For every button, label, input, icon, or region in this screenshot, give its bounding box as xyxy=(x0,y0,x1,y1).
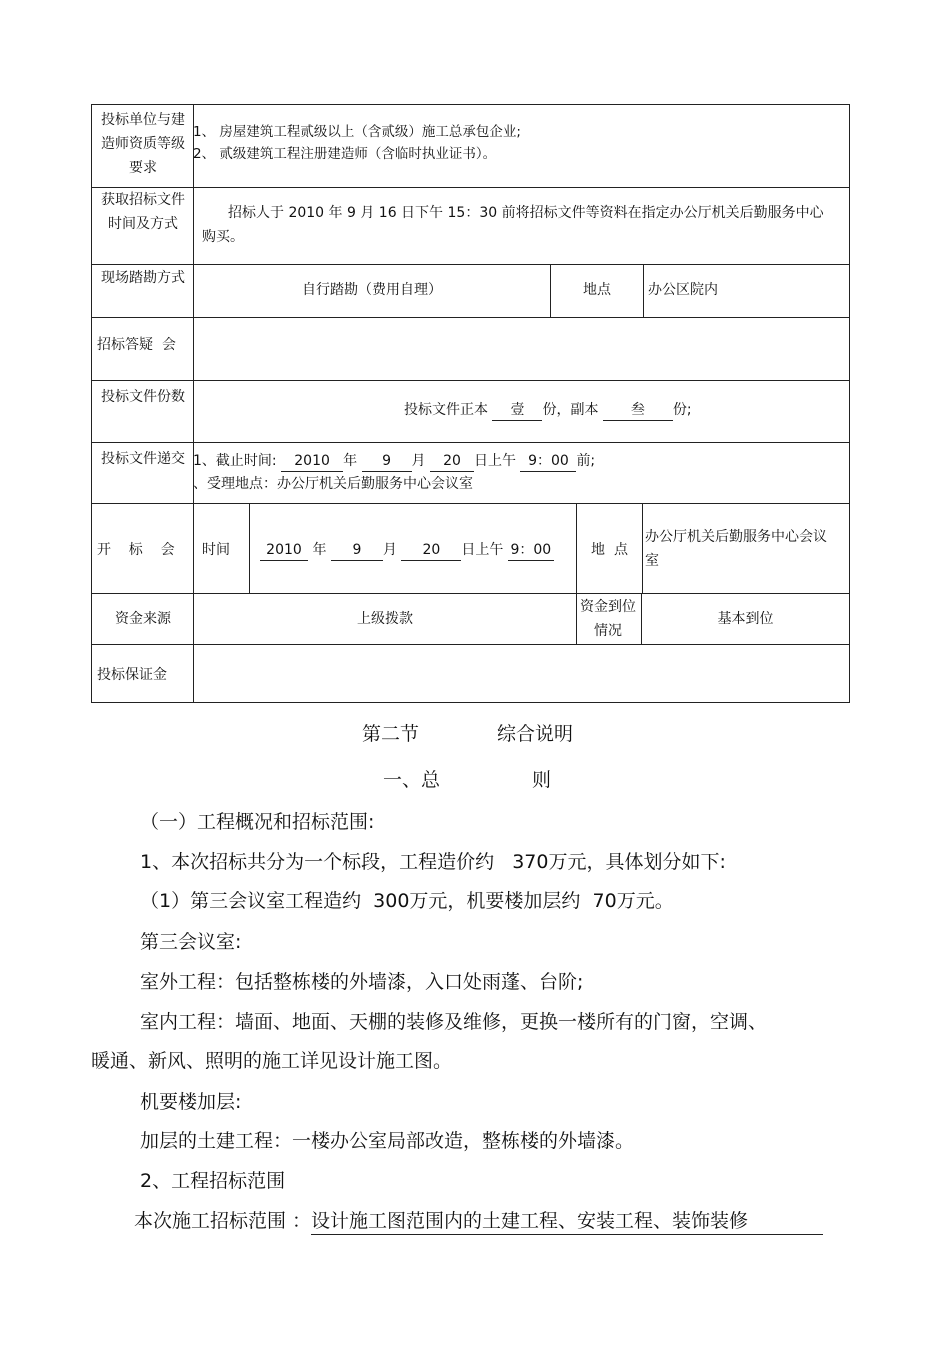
deadline-prefix: 1、截止时间: xyxy=(193,453,277,469)
site-visit-location: 办公区院内 xyxy=(648,282,718,298)
column-divider xyxy=(643,264,644,317)
bid-opening-location: 办公厅机关后勤服务中心会议室 xyxy=(645,529,827,569)
opening-day-unit: 日上午 xyxy=(461,542,504,558)
opening-year: 2010 xyxy=(260,540,308,561)
copy-count: 叁 xyxy=(603,400,673,421)
label-qa-meeting: 招标答疑 会 xyxy=(97,337,176,353)
bid-opening-location-label: 地 点 xyxy=(591,542,628,558)
site-visit-location-label: 地点 xyxy=(583,282,611,298)
paragraph-added-floor: 机要楼加层: xyxy=(140,1091,242,1113)
deadline-month-unit: 月 xyxy=(411,453,426,469)
paragraph-meeting-room: 第三会议室: xyxy=(140,931,242,953)
opening-month-unit: 月 xyxy=(382,542,397,558)
tender-scope-prefix: 本次施工招标范围 ： xyxy=(134,1210,312,1232)
paragraph-added-floor-works: 加层的土建工程：一楼办公室局部改造，整栋楼的外墙漆。 xyxy=(140,1130,635,1152)
label-funding-source: 资金来源 xyxy=(115,611,171,627)
copies-prefix: 投标文件正本 xyxy=(404,402,488,418)
column-divider xyxy=(576,593,577,644)
submission-location: 、受理地点：办公厅机关后勤服务中心会议室 xyxy=(193,476,473,492)
deadline-suffix: 前; xyxy=(576,453,596,469)
row-divider xyxy=(92,380,849,381)
deadline-year-unit: 年 xyxy=(343,453,358,469)
qualification-line-1: 1、 房屋建筑工程贰级以上（含贰级）施工总承包企业; xyxy=(193,124,521,140)
row-divider xyxy=(92,317,849,318)
deadline-month: 9 xyxy=(362,451,412,472)
deadline-time: 9：00 xyxy=(520,451,576,472)
label-qualification: 投标单位与建造师资质等级要求 xyxy=(101,112,185,176)
submission-deadline xyxy=(193,449,595,473)
column-divider xyxy=(642,503,643,593)
label-bid-bond: 投标保证金 xyxy=(97,667,167,683)
label-bid-opening: 开 标 会 xyxy=(97,542,175,558)
paragraph-overview-heading: （一）工程概况和招标范围: xyxy=(140,811,375,833)
document-copies xyxy=(404,398,692,422)
opening-year-unit: 年 xyxy=(312,542,327,558)
label-site-visit: 现场踏勘方式 xyxy=(101,270,185,286)
row-divider xyxy=(92,187,849,188)
label-document-copies: 投标文件份数 xyxy=(101,389,185,405)
paragraph-interior-works-1: 室内工程：墙面、地面、天棚的装修及维修，更换一楼所有的门窗，空调、 xyxy=(140,1011,768,1033)
qualification-line-2: 2、 贰级建筑工程注册建造师（含临时执业证书）。 xyxy=(193,146,497,162)
heading-general-prefix: 一、总 xyxy=(383,769,441,791)
row-divider xyxy=(92,644,849,645)
funding-status-label: 资金到位情况 xyxy=(580,599,636,639)
paragraph-tender-scope xyxy=(134,1208,823,1235)
row-divider xyxy=(92,503,849,504)
bid-info-table xyxy=(91,104,850,703)
section-number: 第二节 xyxy=(362,723,420,745)
deadline-year: 2010 xyxy=(281,451,343,472)
opening-day: 20 xyxy=(401,540,461,561)
tender-scope-underlined: 设计施工图范围内的土建工程、安装工程、装饰装修 xyxy=(311,1208,823,1235)
deadline-day: 20 xyxy=(430,451,474,472)
paragraph-tender-scope-heading: 2、工程招标范围 xyxy=(140,1170,286,1192)
qualification-requirements xyxy=(193,121,521,165)
bid-opening-time xyxy=(260,538,554,562)
paragraph-tender-sections: 1、本次招标共分为一个标段，工程造价约 370万元，具体划分如下: xyxy=(140,851,726,873)
label-obtain-documents: 获取招标文件时间及方式 xyxy=(101,192,185,232)
heading-general-suffix: 则 xyxy=(532,769,552,791)
paragraph-exterior-works: 室外工程：包括整栋楼的外墙漆，入口处雨蓬、台阶; xyxy=(140,971,584,993)
funding-status: 基本到位 xyxy=(717,611,774,627)
copies-suffix: 份; xyxy=(672,402,692,418)
row-divider xyxy=(92,264,849,265)
copies-middle: 份，副本 xyxy=(542,402,599,418)
opening-month: 9 xyxy=(331,540,383,561)
funding-source: 上级拨款 xyxy=(357,611,413,627)
obtain-documents-text: 招标人于 2010 年 9 月 16 日下午 15：30 前将招标文件等资料在指定办公厅机关后勤服务中心购买。 xyxy=(202,205,824,245)
paragraph-cost-breakdown: （1）第三会议室工程造约 300万元，机要楼加层约 70万元。 xyxy=(140,890,674,912)
paragraph-interior-works-2: 暖通、新风、照明的施工详见设计施工图。 xyxy=(91,1050,453,1072)
label-submission: 投标文件递交 xyxy=(101,451,185,467)
opening-time: 9：00 xyxy=(508,540,554,561)
row-divider xyxy=(92,593,849,594)
site-visit-method: 自行踏勘（费用自理） xyxy=(302,282,442,298)
bid-opening-time-label: 时间 xyxy=(202,542,230,558)
column-divider xyxy=(249,503,250,593)
deadline-day-unit: 日上午 xyxy=(473,453,516,469)
row-divider xyxy=(92,442,849,443)
original-count: 壹 xyxy=(492,400,542,421)
section-title: 综合说明 xyxy=(497,723,574,745)
